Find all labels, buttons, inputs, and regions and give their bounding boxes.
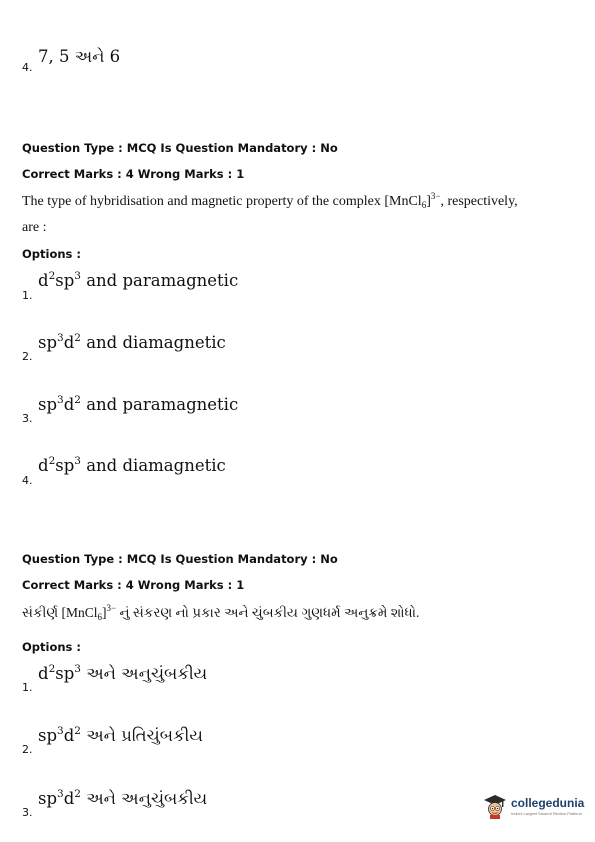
q2-text-after: નું સંકરણ નો પ્રકાર અને ચુંબકીય ગુણધર્મ અનુક્રમે શોધો. (116, 605, 420, 620)
q2-options-label: Options : (22, 640, 81, 654)
q1-text-before: The type of hybridisation and magnetic property of the complex [MnCl (22, 194, 422, 209)
q2-marks: Correct Marks : 4 Wrong Marks : 1 (22, 578, 245, 592)
q1-question-text-line2: are : (22, 220, 47, 235)
collegedunia-logo (482, 793, 584, 819)
q2-text-before: સંકીર્ણ [MnCl (22, 605, 98, 620)
option-text: $sp^3d^2$ and diamagnetic (38, 332, 226, 352)
prev-option-text: 7, 5 અને 6 (38, 47, 121, 66)
q1-question-text (22, 190, 562, 214)
option-text: $d^2sp^3$ અને અનુચુંબકીય (38, 663, 208, 683)
q2-superscript: 3− (106, 603, 117, 613)
q2-question-text (22, 601, 567, 625)
graduate-mascot-icon (482, 793, 508, 819)
q2-question-type: Question Type : MCQ Is Question Mandatory : No (22, 552, 338, 566)
option-number: 3. (22, 412, 33, 425)
q2-subscript: 6 (97, 612, 102, 622)
option-text: $d^2sp^3$ and paramagnetic (38, 270, 239, 290)
q1-options-label: Options : (22, 247, 81, 261)
option-number: 1. (22, 681, 33, 694)
q2-text-mid: ] (101, 605, 107, 620)
q1-superscript: 3− (430, 191, 441, 201)
option-text: $sp^3d^2$ અને અનુચુંબકીય (38, 788, 208, 808)
logo-name: collegedunia (511, 796, 585, 810)
option-number: 2. (22, 743, 33, 756)
option-text: $d^2sp^3$ and diamagnetic (38, 455, 226, 475)
prev-option-number: 4. (22, 61, 33, 74)
logo-tagline: India's Largest Student Review Platform (511, 811, 583, 816)
q1-text-mid: ] (426, 194, 431, 209)
option-text: $sp^3d^2$ અને પ્રતિચુંબકીય (38, 725, 203, 745)
q1-question-type: Question Type : MCQ Is Question Mandatory : No (22, 141, 338, 155)
option-number: 4. (22, 474, 33, 487)
q1-marks: Correct Marks : 4 Wrong Marks : 1 (22, 167, 245, 181)
option-text: $sp^3d^2$ and paramagnetic (38, 394, 239, 414)
option-number: 2. (22, 350, 33, 363)
option-number: 1. (22, 289, 33, 302)
option-number: 3. (22, 806, 33, 819)
q1-subscript: 6 (421, 200, 427, 210)
q1-text-after: , respectively, (440, 194, 518, 209)
